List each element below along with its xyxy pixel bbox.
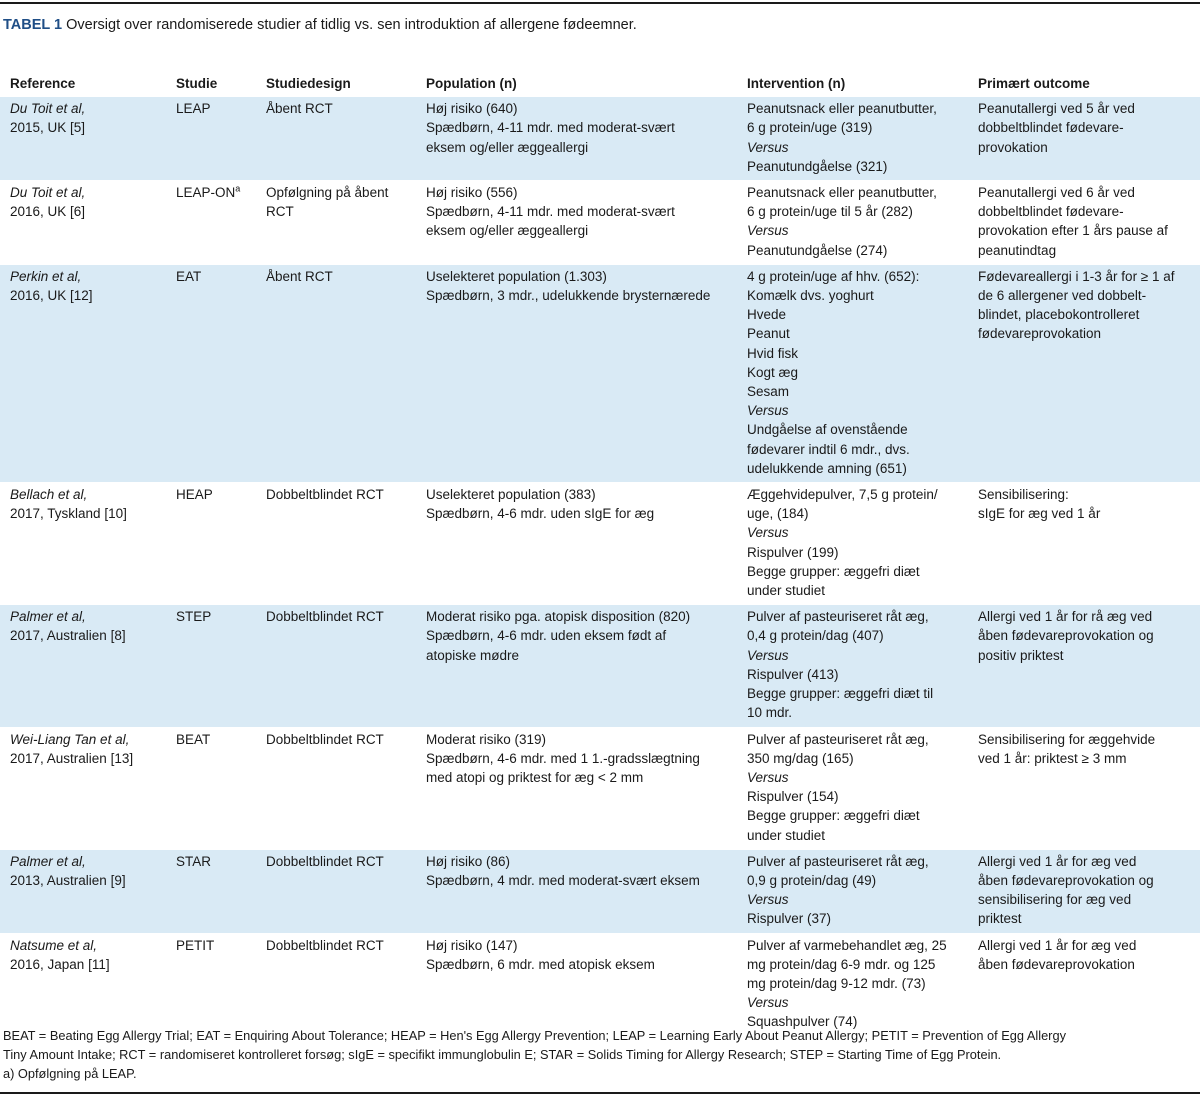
population-cell-line: Uselekteret population (1.303): [426, 268, 607, 284]
intervention-cell-line: Rispulver (413): [747, 666, 839, 682]
design-cell-line: Dobbeltblindet RCT: [266, 487, 384, 503]
intervention-cell-line: Begge grupper: æggefri diæt: [747, 808, 920, 824]
intervention-cell-line: Peanutundgåelse (321): [747, 158, 888, 174]
design-cell-line: Opfølgning på åbent: [266, 185, 389, 201]
intervention-cell-line: 0,9 g protein/dag (49): [747, 872, 877, 888]
outcome-cell-line: dobbeltblindet fødevare-: [978, 120, 1124, 136]
reference-authors: Du Toit et al: [10, 185, 82, 201]
outcome-cell-line: åben fødevareprovokation og: [978, 872, 1154, 888]
population-cell-line: Spædbørn, 4-6 mdr. uden eksem født af: [426, 628, 667, 644]
outcome-cell-line: åben fødevareprovokation og: [978, 628, 1154, 644]
col-header-intervention: Intervention (n): [747, 76, 846, 91]
reference-cell: [0, 605, 166, 727]
population-cell-line: eksem og/eller æggeallergi: [426, 223, 589, 239]
population-cell-line: Spædbørn, 4-11 mdr. med moderat-svært: [426, 120, 675, 136]
study-footnote-marker: a: [235, 183, 241, 194]
footnote: [3, 1026, 1198, 1083]
reference-cell: [0, 264, 166, 482]
study-name: STEP: [176, 609, 212, 625]
table-row: [0, 97, 1200, 181]
intervention-cell-line: Sesam: [747, 384, 790, 400]
table-row: [0, 727, 1200, 849]
study-name: HEAP: [176, 487, 213, 503]
bottom-rule: [0, 1092, 1200, 1094]
intervention-cell-line: Peanutsnack eller peanutbutter,: [747, 101, 937, 117]
design-cell: [256, 727, 416, 849]
reference-year-place: 2013, Australien [9]: [10, 872, 126, 888]
studies-table: [0, 70, 1200, 1036]
study-name: STAR: [176, 853, 212, 869]
population-cell-line: atopiske mødre: [426, 647, 520, 663]
population-cell: [416, 849, 737, 933]
intervention-cell-line: udelukkende amning (651): [747, 460, 907, 476]
outcome-cell-line: dobbeltblindet fødevare-: [978, 204, 1124, 220]
reference-separator: ,: [83, 487, 88, 503]
intervention-cell-line: Kogt æg: [747, 364, 799, 380]
intervention-cell-line: Rispulver (199): [747, 544, 839, 560]
design-cell-line: Åbent RCT: [266, 101, 333, 117]
versus-label: Versus: [747, 892, 789, 908]
table-row: [0, 849, 1200, 933]
intervention-cell-line: Æggehvidepulver, 7,5 g protein/: [747, 487, 938, 503]
intervention-cell-line: 350 mg/dag (165): [747, 750, 854, 766]
reference-year-place: 2016, Japan [11]: [10, 956, 110, 972]
population-cell-line: med atopi og priktest for æg < 2 mm: [426, 769, 644, 785]
reference-cell: [0, 933, 166, 1036]
outcome-cell-line: Allergi ved 1 år for æg ved: [978, 937, 1137, 953]
intervention-cell-line: 6 g protein/uge (319): [747, 120, 873, 136]
study-name: LEAP-ON: [176, 185, 236, 201]
study-cell: [166, 97, 256, 181]
intervention-cell-line: under studiet: [747, 827, 826, 843]
design-cell: [256, 933, 416, 1036]
design-cell: [256, 181, 416, 265]
intervention-cell-line: 0,4 g protein/dag (407): [747, 628, 884, 644]
outcome-cell-line: peanutindtag: [978, 242, 1057, 258]
intervention-cell-line: Peanut: [747, 326, 790, 342]
reference-year-place: 2016, UK [12]: [10, 288, 93, 304]
outcome-cell-line: de 6 allergener ved dobbelt-: [978, 288, 1147, 304]
population-cell: [416, 483, 737, 605]
intervention-cell: [737, 605, 968, 727]
intervention-cell: [737, 97, 968, 181]
reference-separator: ,: [82, 853, 86, 869]
intervention-cell-line: Pulver af pasteuriseret råt æg,: [747, 853, 929, 869]
population-cell-line: Høj risiko (86): [426, 853, 511, 869]
col-header-studiedesign: Studiedesign: [266, 76, 351, 91]
reference-authors: Palmer et al: [10, 853, 83, 869]
population-cell-line: Uselekteret population (383): [426, 487, 596, 503]
study-cell: [166, 181, 256, 265]
intervention-cell-line: 6 g protein/uge til 5 år (282): [747, 204, 913, 220]
reference-year-place: 2016, UK [6]: [10, 204, 86, 220]
design-cell-line: Dobbeltblindet RCT: [266, 853, 384, 869]
intervention-cell-line: 4 g protein/uge af hhv. (652):: [747, 268, 920, 284]
reference-authors: Du Toit et al: [10, 101, 82, 117]
intervention-cell: [737, 849, 968, 933]
outcome-cell-line: provokation efter 1 års pause af: [978, 223, 1168, 239]
versus-label: Versus: [747, 769, 789, 785]
intervention-cell-line: Pulver af pasteuriseret råt æg,: [747, 731, 929, 747]
outcome-cell-line: sIgE for æg ved 1 år: [978, 506, 1101, 522]
population-cell: [416, 605, 737, 727]
design-cell-line: Dobbeltblindet RCT: [266, 609, 384, 625]
design-cell-line: Dobbeltblindet RCT: [266, 731, 384, 747]
versus-label: Versus: [747, 223, 789, 239]
top-rule: [0, 2, 1200, 4]
study-cell: [166, 933, 256, 1036]
design-cell: [256, 483, 416, 605]
population-cell-line: Spædbørn, 4-6 mdr. uden sIgE for æg: [426, 506, 655, 522]
intervention-cell-line: mg protein/dag 6-9 mdr. og 125: [747, 956, 936, 972]
population-cell-line: Høj risiko (556): [426, 185, 518, 201]
intervention-cell-line: Begge grupper: æggefri diæt: [747, 563, 920, 579]
table-label: TABEL 1: [3, 17, 63, 33]
intervention-cell-line: Komælk dvs. yoghurt: [747, 288, 874, 304]
versus-label: Versus: [747, 525, 789, 541]
versus-label: Versus: [747, 647, 789, 663]
design-cell: [256, 97, 416, 181]
outcome-cell: [968, 933, 1200, 1036]
reference-year-place: 2015, UK [5]: [10, 120, 86, 136]
intervention-cell-line: Begge grupper: æggefri diæt til: [747, 686, 934, 702]
population-cell-line: Spædbørn, 4-11 mdr. med moderat-svært: [426, 204, 675, 220]
population-cell: [416, 727, 737, 849]
design-cell: [256, 264, 416, 482]
intervention-cell-line: 10 mdr.: [747, 705, 793, 721]
table-row: [0, 483, 1200, 605]
outcome-cell-line: Allergi ved 1 år for æg ved: [978, 853, 1137, 869]
outcome-cell: [968, 97, 1200, 181]
study-cell: [166, 483, 256, 605]
reference-separator: ,: [93, 937, 98, 953]
intervention-cell-line: fødevarer indtil 6 mdr., dvs.: [747, 441, 910, 457]
outcome-cell: [968, 605, 1200, 727]
intervention-cell-line: Rispulver (154): [747, 789, 839, 805]
intervention-cell-line: uge, (184): [747, 506, 809, 522]
design-cell: [256, 605, 416, 727]
footnote-abbreviations-line-2: Tiny Amount Intake; RCT = randomiseret kontrolleret forsøg; sIgE = specifikt immunglobulin E; STAR = Solids Timing for Allergy Research; STEP = Starting Time of Egg Protein.: [3, 1047, 1002, 1062]
intervention-cell-line: Peanutsnack eller peanutbutter,: [747, 185, 937, 201]
outcome-cell-line: provokation: [978, 139, 1048, 155]
footnote-note: a) Opfølgning på LEAP.: [3, 1066, 137, 1081]
intervention-cell-line: Pulver af pasteuriseret råt æg,: [747, 609, 929, 625]
population-cell-line: Høj risiko (640): [426, 101, 518, 117]
outcome-cell-line: blindet, placebokontrolleret: [978, 307, 1140, 323]
study-name: PETIT: [176, 937, 215, 953]
study-cell: [166, 849, 256, 933]
reference-cell: [0, 181, 166, 265]
outcome-cell: [968, 727, 1200, 849]
outcome-cell-line: positiv priktest: [978, 647, 1064, 663]
outcome-cell-line: Sensibilisering:: [978, 487, 1069, 503]
outcome-cell-line: Peanutallergi ved 5 år ved: [978, 101, 1135, 117]
study-name: LEAP: [176, 101, 211, 117]
intervention-cell: [737, 483, 968, 605]
col-header-reference: Reference: [10, 76, 76, 91]
intervention-cell-line: Pulver af varmebehandlet æg, 25: [747, 937, 947, 953]
table-row: [0, 605, 1200, 727]
reference-cell: [0, 727, 166, 849]
table-row: [0, 181, 1200, 265]
outcome-cell: [968, 264, 1200, 482]
outcome-cell-line: ved 1 år: priktest ≥ 3 mm: [978, 750, 1127, 766]
versus-label: Versus: [747, 403, 789, 419]
reference-separator: ,: [77, 268, 82, 284]
reference-authors: Perkin et al: [10, 268, 78, 284]
outcome-cell-line: fødevareprovokation: [978, 326, 1102, 342]
table-row: [0, 264, 1200, 482]
study-name: BEAT: [176, 731, 211, 747]
intervention-cell-line: Hvid fisk: [747, 345, 799, 361]
reference-authors: Bellach et al: [10, 487, 84, 503]
intervention-cell-line: under studiet: [747, 583, 826, 599]
col-header-outcome: Primært outcome: [978, 76, 1090, 91]
outcome-cell-line: åben fødevareprovokation: [978, 956, 1135, 972]
reference-authors: Natsume et al: [10, 937, 94, 953]
reference-cell: [0, 97, 166, 181]
outcome-cell: [968, 849, 1200, 933]
population-cell: [416, 97, 737, 181]
population-cell-line: Moderat risiko (319): [426, 731, 547, 747]
col-header-population: Population (n): [426, 76, 517, 91]
reference-separator: ,: [82, 609, 86, 625]
versus-label: Versus: [747, 139, 789, 155]
outcome-cell-line: Sensibilisering for æggehvide: [978, 731, 1156, 747]
footnote-abbreviations-line-1: BEAT = Beating Egg Allergy Trial; EAT = Enquiring About Tolerance; HEAP = Hen's Egg Allergy Prevention; LEAP = Learning Early About Peanut Allergy; PETIT = Prevention of Egg Allergy: [3, 1028, 1066, 1043]
reference-year-place: 2017, Tyskland [10]: [10, 506, 127, 522]
header-row: [0, 70, 1200, 97]
outcome-cell-line: priktest: [978, 911, 1022, 927]
design-cell-line: Åbent RCT: [266, 268, 333, 284]
table-caption-text: Oversigt over randomiserede studier af tidlig vs. sen introduktion af allergene fødeemner.: [66, 17, 637, 33]
outcome-cell-line: sensibilisering for æg ved: [978, 892, 1132, 908]
intervention-cell: [737, 933, 968, 1036]
study-name: EAT: [176, 268, 202, 284]
reference-separator: ,: [125, 731, 130, 747]
intervention-cell-line: Squashpulver (74): [747, 1014, 858, 1030]
intervention-cell-line: Hvede: [747, 307, 787, 323]
population-cell-line: Moderat risiko pga. atopisk disposition (820): [426, 609, 691, 625]
design-cell: [256, 849, 416, 933]
intervention-cell: [737, 264, 968, 482]
intervention-cell-line: Peanutundgåelse (274): [747, 242, 888, 258]
outcome-cell-line: Fødevareallergi i 1-3 år for ≥ 1 af: [978, 268, 1175, 284]
table-body: [0, 97, 1200, 1036]
study-cell: [166, 264, 256, 482]
population-cell-line: Høj risiko (147): [426, 937, 518, 953]
design-cell-line: RCT: [266, 204, 294, 220]
intervention-cell-line: mg protein/dag 9-12 mdr. (73): [747, 975, 926, 991]
reference-cell: [0, 483, 166, 605]
study-cell: [166, 605, 256, 727]
reference-cell: [0, 849, 166, 933]
intervention-cell-line: Rispulver (37): [747, 911, 832, 927]
reference-separator: ,: [81, 101, 86, 117]
table-row: [0, 933, 1200, 1036]
population-cell-line: Spædbørn, 4 mdr. med moderat-svært eksem: [426, 872, 700, 888]
population-cell-line: Spædbørn, 3 mdr., udelukkende brysternærede: [426, 288, 711, 304]
table-caption: [3, 15, 703, 35]
study-cell: [166, 727, 256, 849]
intervention-cell: [737, 727, 968, 849]
population-cell: [416, 933, 737, 1036]
versus-label: Versus: [747, 995, 789, 1011]
reference-separator: ,: [81, 185, 86, 201]
outcome-cell-line: Allergi ved 1 år for rå æg ved: [978, 609, 1153, 625]
population-cell: [416, 264, 737, 482]
intervention-cell-line: Undgåelse af ovenstående: [747, 422, 908, 438]
population-cell: [416, 181, 737, 265]
outcome-cell-line: Peanutallergi ved 6 år ved: [978, 185, 1135, 201]
population-cell-line: eksem og/eller æggeallergi: [426, 139, 589, 155]
population-cell-line: Spædbørn, 6 mdr. med atopisk eksem: [426, 956, 655, 972]
intervention-cell: [737, 181, 968, 265]
col-header-studie: Studie: [176, 76, 218, 91]
reference-authors: Palmer et al: [10, 609, 83, 625]
reference-year-place: 2017, Australien [8]: [10, 628, 126, 644]
outcome-cell: [968, 483, 1200, 605]
outcome-cell: [968, 181, 1200, 265]
population-cell-line: Spædbørn, 4-6 mdr. med 1 1.-gradsslægtning: [426, 750, 700, 766]
reference-year-place: 2017, Australien [13]: [10, 750, 134, 766]
reference-authors: Wei-Liang Tan et al: [10, 731, 126, 747]
design-cell-line: Dobbeltblindet RCT: [266, 937, 384, 953]
